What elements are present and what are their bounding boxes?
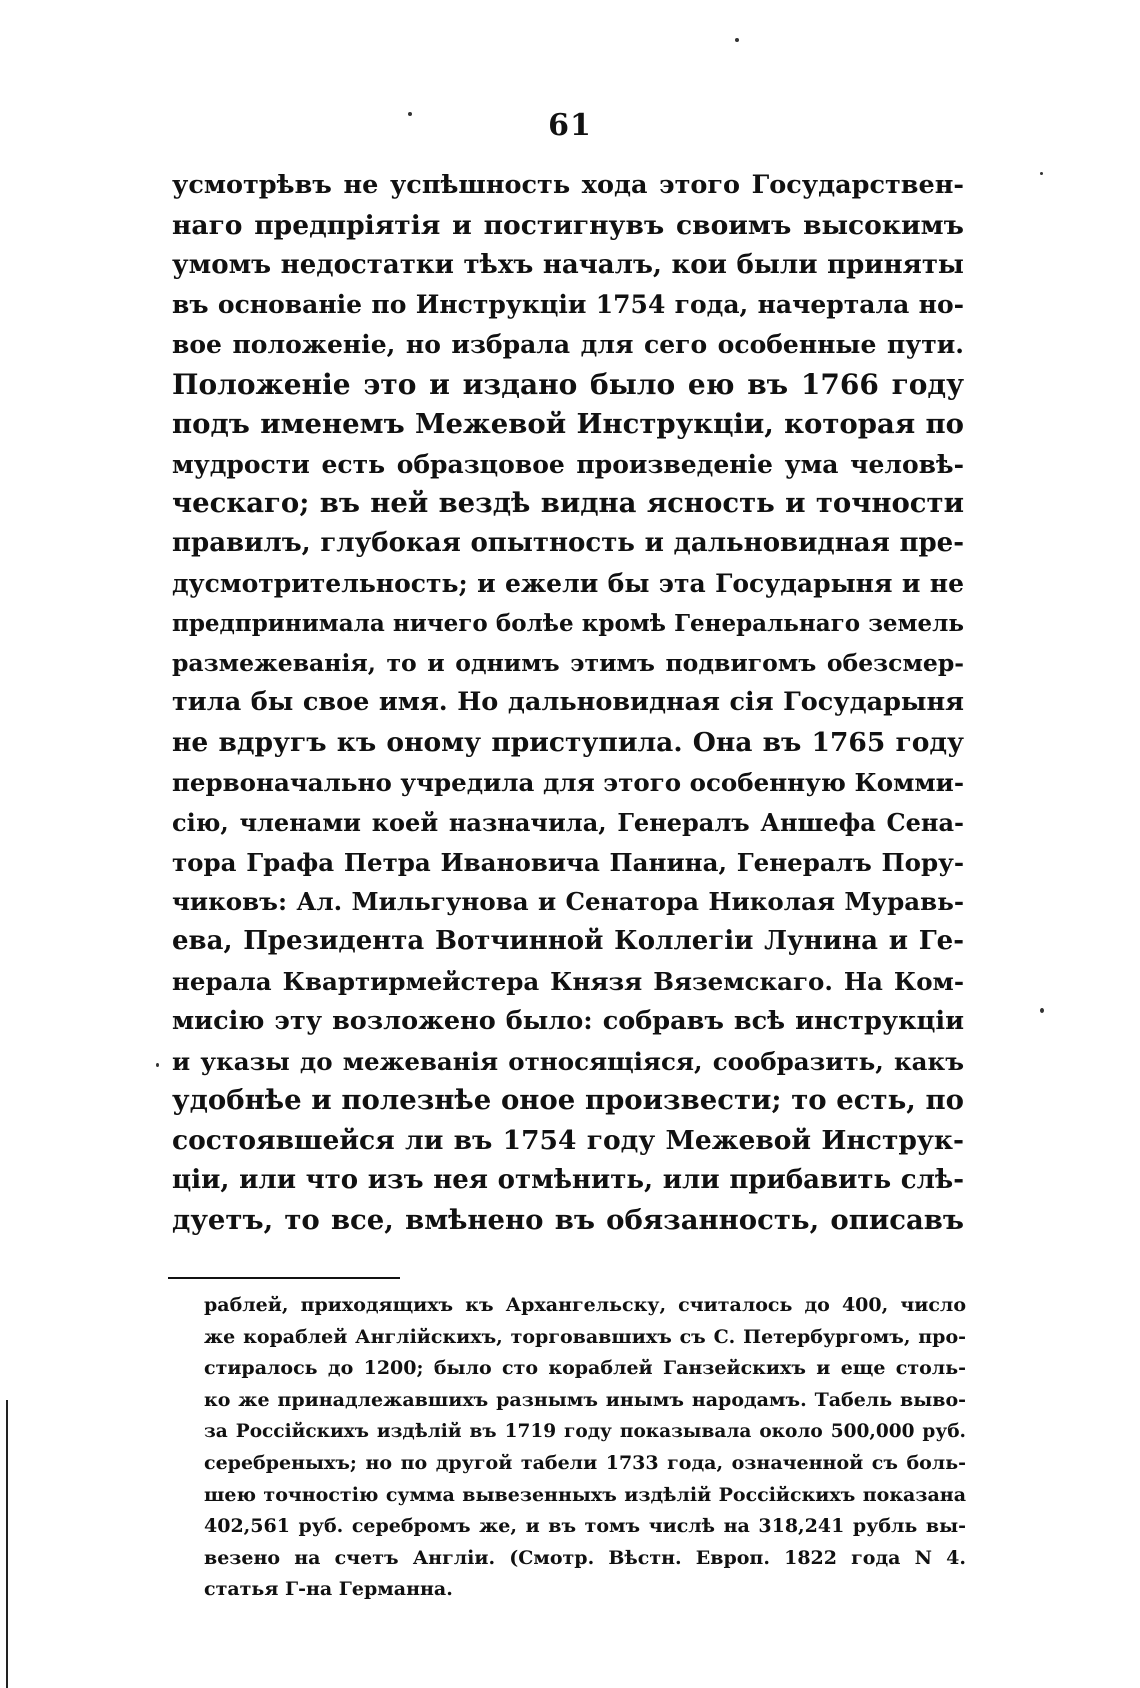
print-speck [156,1063,159,1067]
text-line: подъ именемъ Межевой Инструкціи, которая по [172,407,964,440]
footnote-divider [168,1277,400,1279]
text-line: дусмотрительность; и ежели бы эта Государыня и не [172,568,964,598]
text-line: состоявшейся ли въ 1754 году Межевой Инструк- [172,1125,964,1157]
main-text [172,166,964,1241]
text-line: тила бы свое имя. Но дальновидная сія Государыня [172,687,964,718]
text-line: тора Графа Петра Ивановича Панина, Генералъ Пору- [172,847,964,877]
text-line: дуетъ, то все, вмѣнено въ обязанность, описавъ [172,1203,964,1236]
text-line: предпринимала ничего болѣе кромѣ Генеральнаго земель [172,609,964,637]
text-line: усмотрѣвъ не успѣшность хода этого Государствен- [172,170,964,200]
footnote-line: везено на счетъ Англіи. (Смотр. Вѣстн. Европ. 1822 года N 4. [204,1546,966,1569]
footnote-line: 402,561 руб. серебромъ же, и въ томъ числѣ на 318,241 рубль вы- [204,1515,966,1538]
text-line: ціи, или что изъ нея отмѣнить, или прибавить слѣ- [172,1164,964,1195]
footnote-line: раблей, приходящихъ къ Архангельску, считалось до 400, число [204,1294,966,1316]
footnote-line: за Россійскихъ издѣлій въ 1719 году показывала около 500,000 руб. [204,1421,966,1443]
text-line: мисію эту возложено было: собравъ всѣ инструкціи [172,1005,964,1036]
print-speck [408,112,412,116]
text-line: первоначально учредила для этого особенную Комми- [172,767,964,797]
text-line: ева, Президента Вотчинной Коллегіи Лунина и Ге- [172,926,964,957]
text-line: сію, членами коей назначила, Генералъ Аншефа Сена- [172,807,964,837]
footnote-line: же кораблей Англійскихъ, торговавшихъ съ С. Петербургомъ, про- [204,1325,966,1348]
text-line: ческаго; въ ней вездѣ видна ясность и точности [172,487,964,520]
text-line: и указы до межеванія относящіяся, сообразить, какъ [172,1046,964,1076]
footnote-line: шею точностію сумма вывезенныхъ издѣлій Россійскихъ показана [204,1483,966,1506]
page-number: 61 [548,108,592,143]
text-line: мудрости есть образцовое произведеніе ума человѣ- [172,449,964,479]
text-line: нерала Квартирмейстера Князя Вяземскаго. На Ком- [172,966,964,996]
print-speck [1040,1008,1044,1013]
text-line: правилъ, глубокая опытность и дальновидная пре- [172,528,964,559]
text-line: чиковъ: Ал. Мильгунова и Сенатора Николая Муравь- [172,887,964,917]
footnote-line: стиралось до 1200; было сто кораблей Ганзейскихъ и еще столь- [204,1357,966,1380]
page-edge-shadow [6,1400,8,1688]
print-speck [1040,172,1043,175]
text-line: въ основаніе по Инструкціи 1754 года, начертала но- [172,290,964,320]
footnote-line: ко же принадлежавшихъ разнымъ инымъ народамъ. Табель выво- [204,1388,966,1411]
print-speck [735,38,739,42]
text-line: удобнѣе и полезнѣе оное произвести; то есть, по [172,1084,964,1117]
text-line: не вдругъ къ оному приступила. Она въ 1765 году [172,727,964,759]
text-line: вое положеніе, но избрала для сего особенные пути. [172,330,964,360]
text-line: размежеванія, то и однимъ этимъ подвигомъ обезсмер- [172,648,964,677]
footnote-line: статья Г-на Германна. [204,1578,453,1601]
footnote-line: серебреныхъ; но по другой табели 1733 года, означенной съ боль- [204,1451,966,1474]
text-line: Положеніе это и издано было ею въ 1766 году [172,367,964,401]
text-line: умомъ недостатки тѣхъ началъ, кои были приняты [172,249,964,280]
text-line: наго предпріятія и постигнувъ своимъ высокимъ [172,209,964,241]
footnote [204,1290,966,1606]
